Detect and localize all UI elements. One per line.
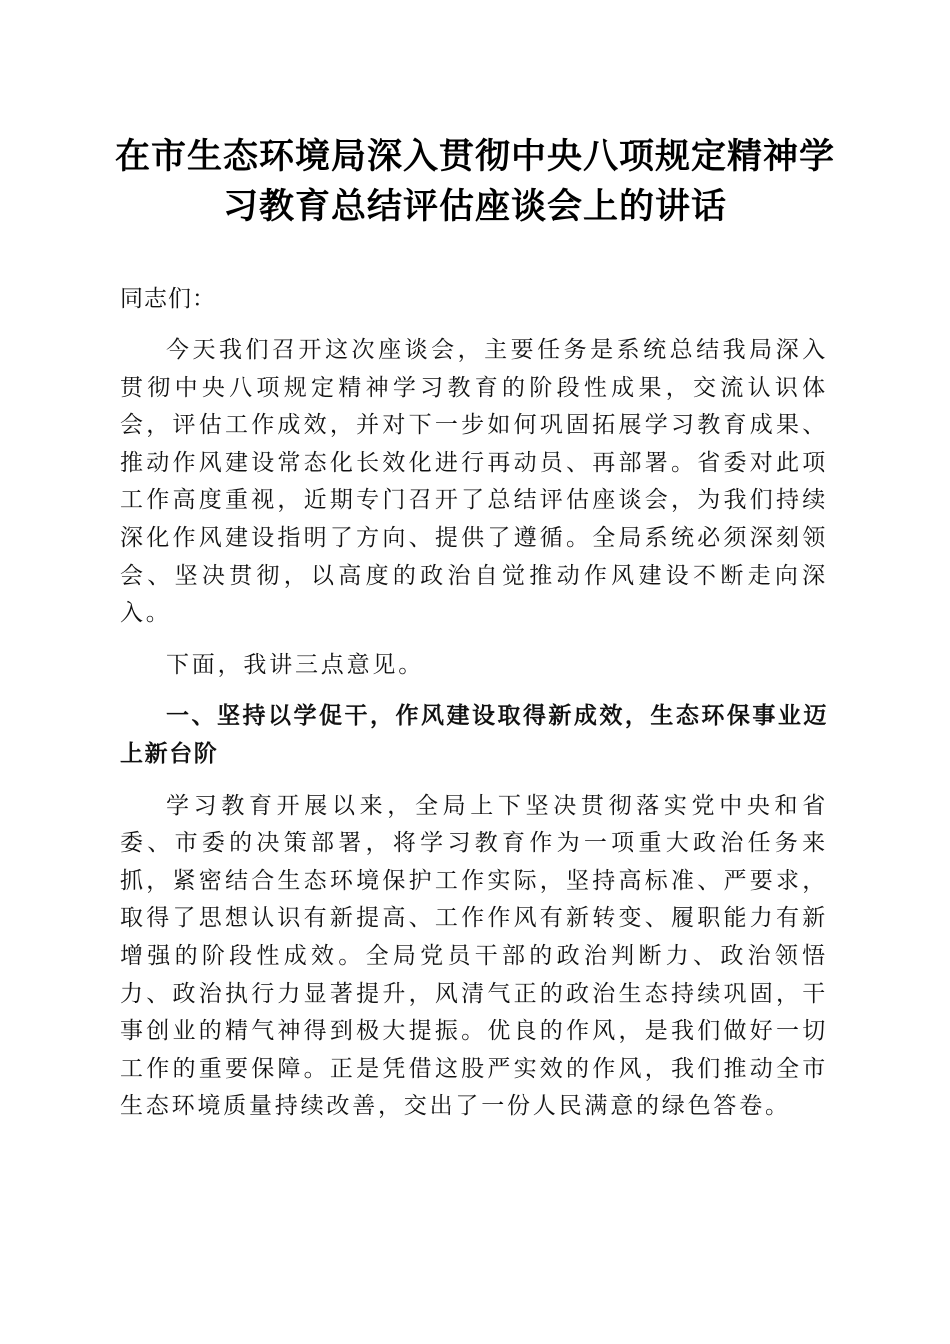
paragraph-outline: 下面，我讲三点意见。 (166, 651, 424, 678)
salutation: 同志们： (120, 286, 216, 312)
section-heading-1: 一、坚持以学促干，作风建设取得新成效，生态环保事业迈上新台阶 (120, 703, 828, 767)
document-body (120, 280, 828, 1140)
title-line-2: 习教育总结评估座谈会上的讲话 (222, 186, 727, 227)
document-title (100, 132, 850, 232)
section-1-paragraph: 学习教育开展以来，全局上下坚决贯彻落实党中央和省委、市委的决策部署，将学习教育作为一项重大政治任务来抓，紧密结合生态环境保护工作实际，坚持高标准、严要求，取得了思想认识有新提高、工作作风有新转变、履职能力有新增强的阶段性成效。全局党员干部的政治判断力、政治领悟力、政治执行力显著提升，风清气正的政治生态持续巩固，干事创业的精气神得到极大提振。优良的作风，是我们做好一切工作的重要保障。正是凭借这股严实效的作风，我们推动全市生态环境质量持续改善，交出了一份人民满意的绿色答卷。 (120, 792, 828, 1120)
paragraph-intro: 今天我们召开这次座谈会，主要任务是系统总结我局深入贯彻中央八项规定精神学习教育的阶段性成果，交流认识体会，评估工作成效，并对下一步如何巩固拓展学习教育成果、推动作风建设常态化长效化进行再动员、再部署。省委对此项工作高度重视，近期专门召开了总结评估座谈会，为我们持续深化作风建设指明了方向、提供了遵循。全局系统必须深刻领会、坚决贯彻，以高度的政治自觉推动作风建设不断走向深入。 (120, 337, 828, 627)
title-line-1: 在市生态环境局深入贯彻中央八项规定精神学 (114, 136, 835, 177)
